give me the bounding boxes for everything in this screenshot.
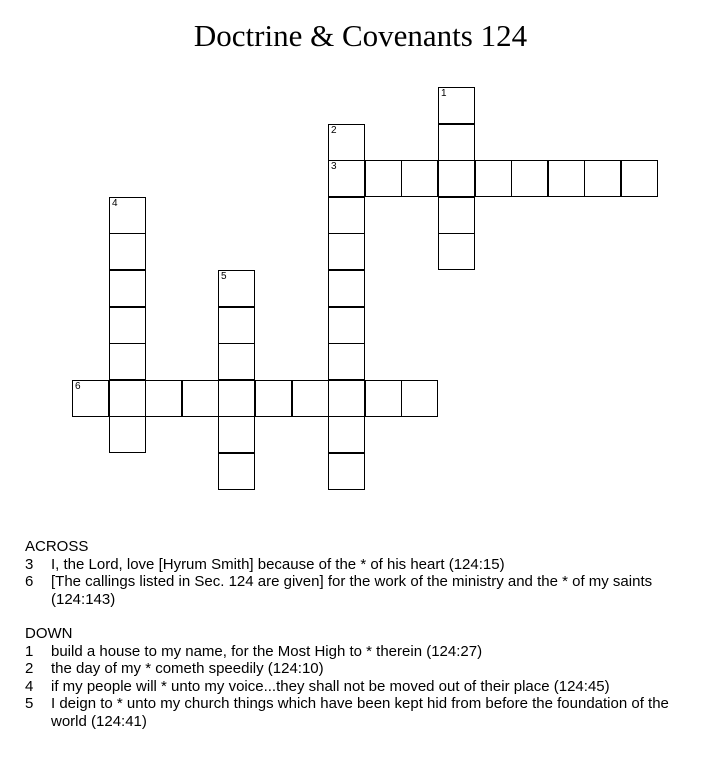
grid-cell[interactable] (255, 380, 292, 417)
grid-cell[interactable] (438, 124, 475, 161)
clue-item (25, 573, 705, 608)
grid-cell[interactable] (328, 270, 365, 307)
grid-cell[interactable] (548, 160, 585, 197)
grid-cell[interactable] (328, 233, 365, 270)
grid-cell[interactable] (328, 343, 365, 380)
clue-item (25, 643, 705, 661)
grid-cell[interactable] (438, 160, 475, 197)
across-section (25, 538, 705, 608)
cell-number: 4 (112, 198, 118, 209)
grid-cell[interactable] (109, 416, 146, 453)
clue-number: 3 (25, 555, 34, 573)
clue-text: I deign to * unto my church things which have been kept hid from before the foundation of the world (124:41) (51, 695, 669, 730)
grid-cell[interactable] (401, 380, 438, 417)
clue-item (25, 695, 705, 730)
grid-cell[interactable] (72, 380, 109, 417)
grid-cell[interactable] (438, 233, 475, 270)
clue-list (25, 538, 705, 730)
grid-cell[interactable] (109, 197, 146, 234)
cell-number: 6 (75, 381, 81, 392)
grid-cell[interactable] (218, 343, 255, 380)
clue-item (25, 660, 705, 678)
grid-cell[interactable] (401, 160, 438, 197)
clue-text: [The callings listed in Sec. 124 are given] for the work of the ministry and the * of my saints (124:143) (51, 573, 653, 608)
grid-cell[interactable] (475, 160, 512, 197)
grid-cell[interactable] (584, 160, 621, 197)
grid-cell[interactable] (109, 233, 146, 270)
clue-text: build a house to my name, for the Most High to * therein (124:27) (51, 642, 483, 660)
across-heading: ACROSS (25, 538, 89, 555)
grid-cell[interactable] (328, 416, 365, 453)
grid-cell[interactable] (438, 87, 475, 124)
grid-cell[interactable] (218, 453, 255, 490)
grid-cell[interactable] (328, 453, 365, 490)
grid-cell[interactable] (328, 307, 365, 344)
grid-cell[interactable] (182, 380, 219, 417)
grid-cell[interactable] (218, 307, 255, 344)
clue-number: 2 (25, 660, 34, 677)
cell-number: 1 (441, 88, 447, 99)
grid-cell[interactable] (328, 124, 365, 161)
grid-cell[interactable] (109, 307, 146, 344)
grid-cell[interactable] (365, 380, 402, 417)
grid-cell[interactable] (328, 380, 365, 417)
clue-number: 1 (25, 642, 34, 660)
cell-number: 5 (221, 271, 227, 282)
grid-cell[interactable] (438, 197, 475, 234)
grid-cell[interactable] (621, 160, 658, 197)
grid-cell[interactable] (328, 160, 365, 197)
grid-cell[interactable] (511, 160, 548, 197)
cell-number: 3 (331, 161, 337, 172)
down-heading: DOWN (25, 625, 73, 642)
grid-cell[interactable] (218, 270, 255, 307)
clue-text: I, the Lord, love [Hyrum Smith] because of the * of his heart (124:15) (51, 555, 505, 573)
grid-cell[interactable] (109, 270, 146, 307)
grid-cell[interactable] (109, 380, 146, 417)
clue-item (25, 556, 705, 574)
clue-text: the day of my * cometh speedily (124:10) (51, 660, 324, 677)
clue-item (25, 678, 705, 696)
grid-cell[interactable] (292, 380, 329, 417)
cell-number: 2 (331, 125, 337, 136)
page-title: Doctrine & Covenants 124 (193, 18, 528, 53)
clue-number: 4 (25, 677, 34, 695)
grid-cell[interactable] (145, 380, 182, 417)
grid-cell[interactable] (218, 416, 255, 453)
grid-cell[interactable] (328, 197, 365, 234)
grid-cell[interactable] (109, 343, 146, 380)
clue-number: 5 (25, 695, 34, 712)
grid-cell[interactable] (218, 380, 255, 417)
down-section (25, 625, 705, 730)
grid-cell[interactable] (365, 160, 402, 197)
clue-number: 6 (25, 573, 34, 590)
clue-text: if my people will * unto my voice...they shall not be moved out of their place (124:45) (51, 677, 610, 695)
